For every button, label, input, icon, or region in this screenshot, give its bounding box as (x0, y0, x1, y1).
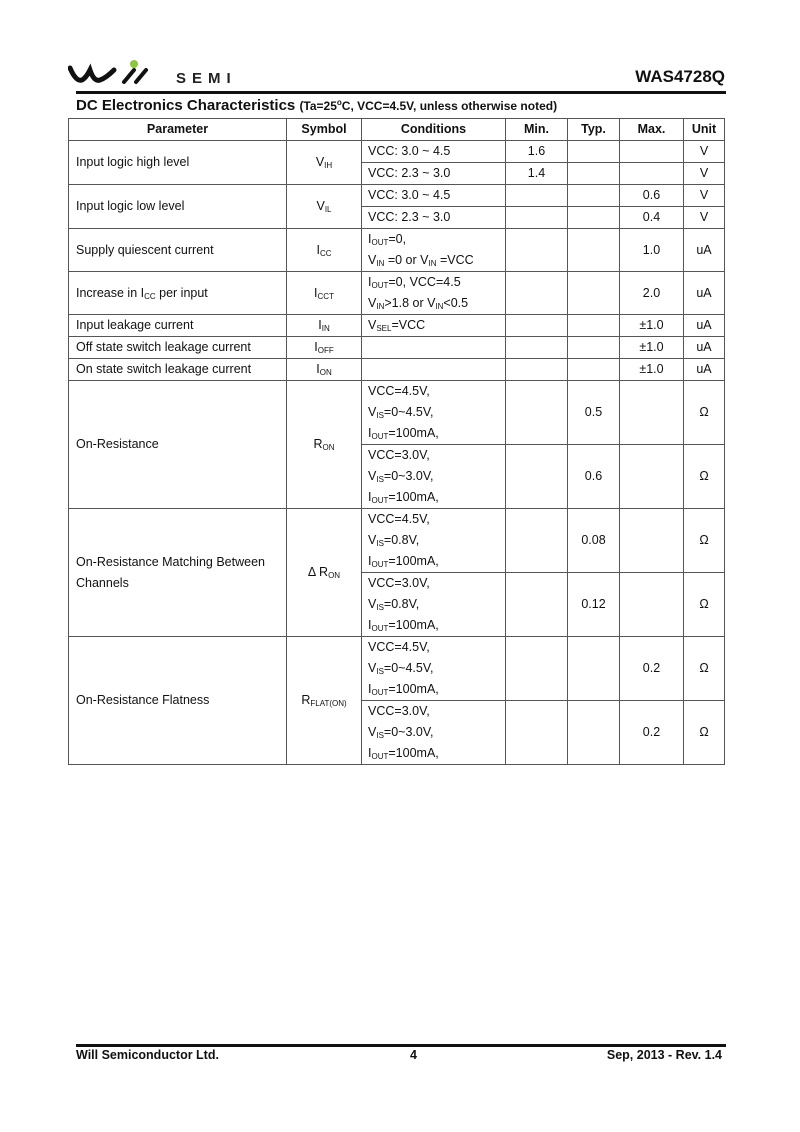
min-cell (506, 337, 568, 359)
degree-symbol: o (336, 98, 342, 107)
min-cell (506, 509, 568, 573)
conditions-cell: VCC: 2.3 ~ 3.0 (362, 163, 506, 185)
min-cell (506, 445, 568, 509)
header-typ: Typ. (568, 119, 620, 141)
dc-characteristics-table (68, 118, 725, 765)
max-cell (620, 509, 684, 573)
logo-text: SEMI (176, 70, 237, 87)
min-cell (506, 229, 568, 272)
unit-cell: uA (684, 272, 725, 315)
table-row (69, 359, 725, 381)
table-row (69, 315, 725, 337)
footer-revision: Sep, 2013 - Rev. 1.4 (606, 1048, 722, 1062)
table-row (69, 141, 725, 163)
section-conditions (299, 99, 557, 113)
parameter-line: Channels (76, 575, 129, 590)
max-cell: ±1.0 (620, 359, 684, 381)
header-parameter: Parameter (69, 119, 287, 141)
parameter-cell: Increase in $I_{CC}$ per input (69, 272, 287, 315)
symbol-cell: $R_{FLAT(ON)}$ (287, 637, 362, 765)
typ-cell: 0.12 (568, 573, 620, 637)
conditions-cell (362, 701, 506, 765)
conditions-cell: VCC: 3.0 ~ 4.5 (362, 185, 506, 207)
condition-line: $I_{OUT}=0$, (368, 232, 407, 247)
parameter-line: On-Resistance Matching Between (76, 554, 265, 569)
max-cell (620, 381, 684, 445)
typ-cell (568, 163, 620, 185)
document-id: WAS4728Q (635, 67, 725, 86)
typ-cell (568, 701, 620, 765)
header-conditions: Conditions (362, 119, 506, 141)
unit-cell: uA (684, 315, 725, 337)
conditions-suffix: C, VCC=4.5V, unless otherwise noted) (341, 99, 558, 113)
parameter-cell: Input logic high level (69, 141, 287, 185)
typ-cell (568, 637, 620, 701)
min-cell (506, 185, 568, 207)
typ-cell (568, 315, 620, 337)
unit-cell: V (684, 207, 725, 229)
unit-cell: Ω (684, 637, 725, 701)
unit-cell: V (684, 141, 725, 163)
table-header-row (69, 119, 725, 141)
conditions-cell (362, 381, 506, 445)
unit-cell: uA (684, 229, 725, 272)
min-cell (506, 315, 568, 337)
max-cell: 0.6 (620, 185, 684, 207)
parameter-cell: Input leakage current (69, 315, 287, 337)
symbol-cell: Δ $R_{ON}$ (287, 509, 362, 637)
condition-line: $I_{OUT}=100mA$, (368, 490, 439, 505)
typ-cell (568, 229, 620, 272)
typ-cell (568, 337, 620, 359)
page-number: 4 (410, 1048, 417, 1062)
min-cell (506, 207, 568, 229)
symbol-cell: $I_{ON}$ (287, 359, 362, 381)
conditions-cell: VCC: 3.0 ~ 4.5 (362, 141, 506, 163)
condition-line: $I_{OUT}=100mA$, (368, 426, 439, 441)
unit-cell: Ω (684, 573, 725, 637)
condition-line: $V_{IS}=0\sim 3.0V$, (368, 725, 434, 740)
min-cell: 1.6 (506, 141, 568, 163)
condition-line: $V_{IS}=0\sim 4.5V$, (368, 405, 434, 420)
min-cell (506, 272, 568, 315)
parameter-cell: Supply quiescent current (69, 229, 287, 272)
max-cell: 1.0 (620, 229, 684, 272)
conditions-cell (362, 272, 506, 315)
table-row (69, 229, 725, 272)
symbol-subscript: CC (319, 248, 332, 258)
min-cell (506, 637, 568, 701)
conditions-cell (362, 573, 506, 637)
conditions-cell (362, 445, 506, 509)
symbol-subscript: IH (324, 161, 333, 170)
footer-company: Will Semiconductor Ltd. (76, 1048, 219, 1062)
min-cell: 1.4 (506, 163, 568, 185)
table-row (69, 381, 725, 445)
symbol-subscript: IL (324, 205, 332, 214)
typ-cell (568, 272, 620, 315)
condition-line: VCC=4.5V, (368, 640, 430, 654)
min-cell (506, 573, 568, 637)
parameter-cell: Input logic low level (69, 185, 287, 229)
parameter-cell: On-Resistance (69, 381, 287, 509)
conditions-cell (362, 359, 506, 381)
min-cell (506, 359, 568, 381)
header-symbol: Symbol (287, 119, 362, 141)
condition-line: $I_{OUT}=100mA$, (368, 554, 439, 569)
symbol-subscript: CCT (317, 291, 334, 301)
condition-line: $I_{OUT}=100mA$, (368, 682, 439, 697)
header-max: Max. (620, 119, 684, 141)
header-divider (76, 91, 726, 94)
max-cell (620, 141, 684, 163)
symbol-cell (287, 229, 362, 272)
will-semi-logo (68, 58, 258, 88)
max-cell (620, 445, 684, 509)
condition-line: $I_{OUT}=100mA$, (368, 618, 439, 633)
condition-line: $V_{IS}=0\sim 4.5V$, (368, 661, 434, 676)
parameter-cell: On-Resistance Flatness (69, 637, 287, 765)
condition-line: VCC=3.0V, (368, 576, 430, 590)
header-unit: Unit (684, 119, 725, 141)
symbol-text: I (316, 242, 320, 257)
conditions-cell (362, 337, 506, 359)
max-cell: ±1.0 (620, 337, 684, 359)
typ-cell (568, 359, 620, 381)
typ-cell: 0.5 (568, 381, 620, 445)
condition-line: $V_{IS}=0.8V$, (368, 533, 420, 548)
unit-cell: Ω (684, 381, 725, 445)
max-cell: 0.4 (620, 207, 684, 229)
symbol-cell: $R_{ON}$ (287, 381, 362, 509)
max-cell: 0.2 (620, 701, 684, 765)
conditions-prefix: (Ta=25 (299, 99, 337, 113)
typ-cell (568, 141, 620, 163)
unit-cell: Ω (684, 509, 725, 573)
max-cell: 2.0 (620, 272, 684, 315)
table-row (69, 337, 725, 359)
typ-cell: 0.08 (568, 509, 620, 573)
condition-line: VCC=4.5V, (368, 512, 430, 526)
conditions-cell (362, 637, 506, 701)
table-row (69, 272, 725, 315)
condition-line: $V_{IN} =0$ or $V_{IN} =VCC$ (368, 253, 474, 268)
unit-cell: uA (684, 359, 725, 381)
parameter-cell: Off state switch leakage current (69, 337, 287, 359)
symbol-cell (287, 141, 362, 185)
symbol-cell: $I_{OFF}$ (287, 337, 362, 359)
table-row (69, 509, 725, 573)
table-row (69, 185, 725, 207)
condition-line: VCC=4.5V, (368, 384, 430, 398)
unit-cell: uA (684, 337, 725, 359)
conditions-cell (362, 509, 506, 573)
section-title-text: DC Electronics Characteristics (76, 97, 296, 114)
unit-cell: V (684, 185, 725, 207)
condition-line: VCC=3.0V, (368, 704, 430, 718)
symbol-cell (287, 272, 362, 315)
condition-line: $V_{IS}=0\sim 3.0V$, (368, 469, 434, 484)
unit-cell: V (684, 163, 725, 185)
footer-divider (76, 1044, 726, 1047)
symbol-text: V (315, 155, 325, 169)
conditions-cell: VCC: 2.3 ~ 3.0 (362, 207, 506, 229)
max-cell (620, 163, 684, 185)
symbol-text: I (314, 285, 318, 300)
symbol-text: V (316, 199, 325, 213)
conditions-cell (362, 229, 506, 272)
max-cell: ±1.0 (620, 315, 684, 337)
min-cell (506, 701, 568, 765)
typ-cell (568, 207, 620, 229)
unit-cell: Ω (684, 701, 725, 765)
min-cell (506, 381, 568, 445)
logo-mark-icon (68, 58, 178, 88)
condition-line: $V_{IS}=0.8V$, (368, 597, 420, 612)
typ-cell: 0.6 (568, 445, 620, 509)
parameter-cell: On state switch leakage current (69, 359, 287, 381)
typ-cell (568, 185, 620, 207)
header-min: Min. (506, 119, 568, 141)
symbol-cell (287, 185, 362, 229)
max-cell: 0.2 (620, 637, 684, 701)
parameter-cell (69, 509, 287, 637)
condition-line: $I_{OUT}=0$, VCC=4.5 (368, 275, 461, 290)
section-title (76, 97, 557, 114)
condition-line: $V_{IN}>1.8$ or $V_{IN}<0.5$ (368, 296, 469, 311)
conditions-cell: $V_{SEL}=VCC$ (362, 315, 506, 337)
max-cell (620, 573, 684, 637)
symbol-cell: $I_{IN}$ (287, 315, 362, 337)
condition-line: VCC=3.0V, (368, 448, 430, 462)
unit-cell: Ω (684, 445, 725, 509)
condition-line: $I_{OUT}=100mA$, (368, 746, 439, 761)
table-row (69, 637, 725, 701)
